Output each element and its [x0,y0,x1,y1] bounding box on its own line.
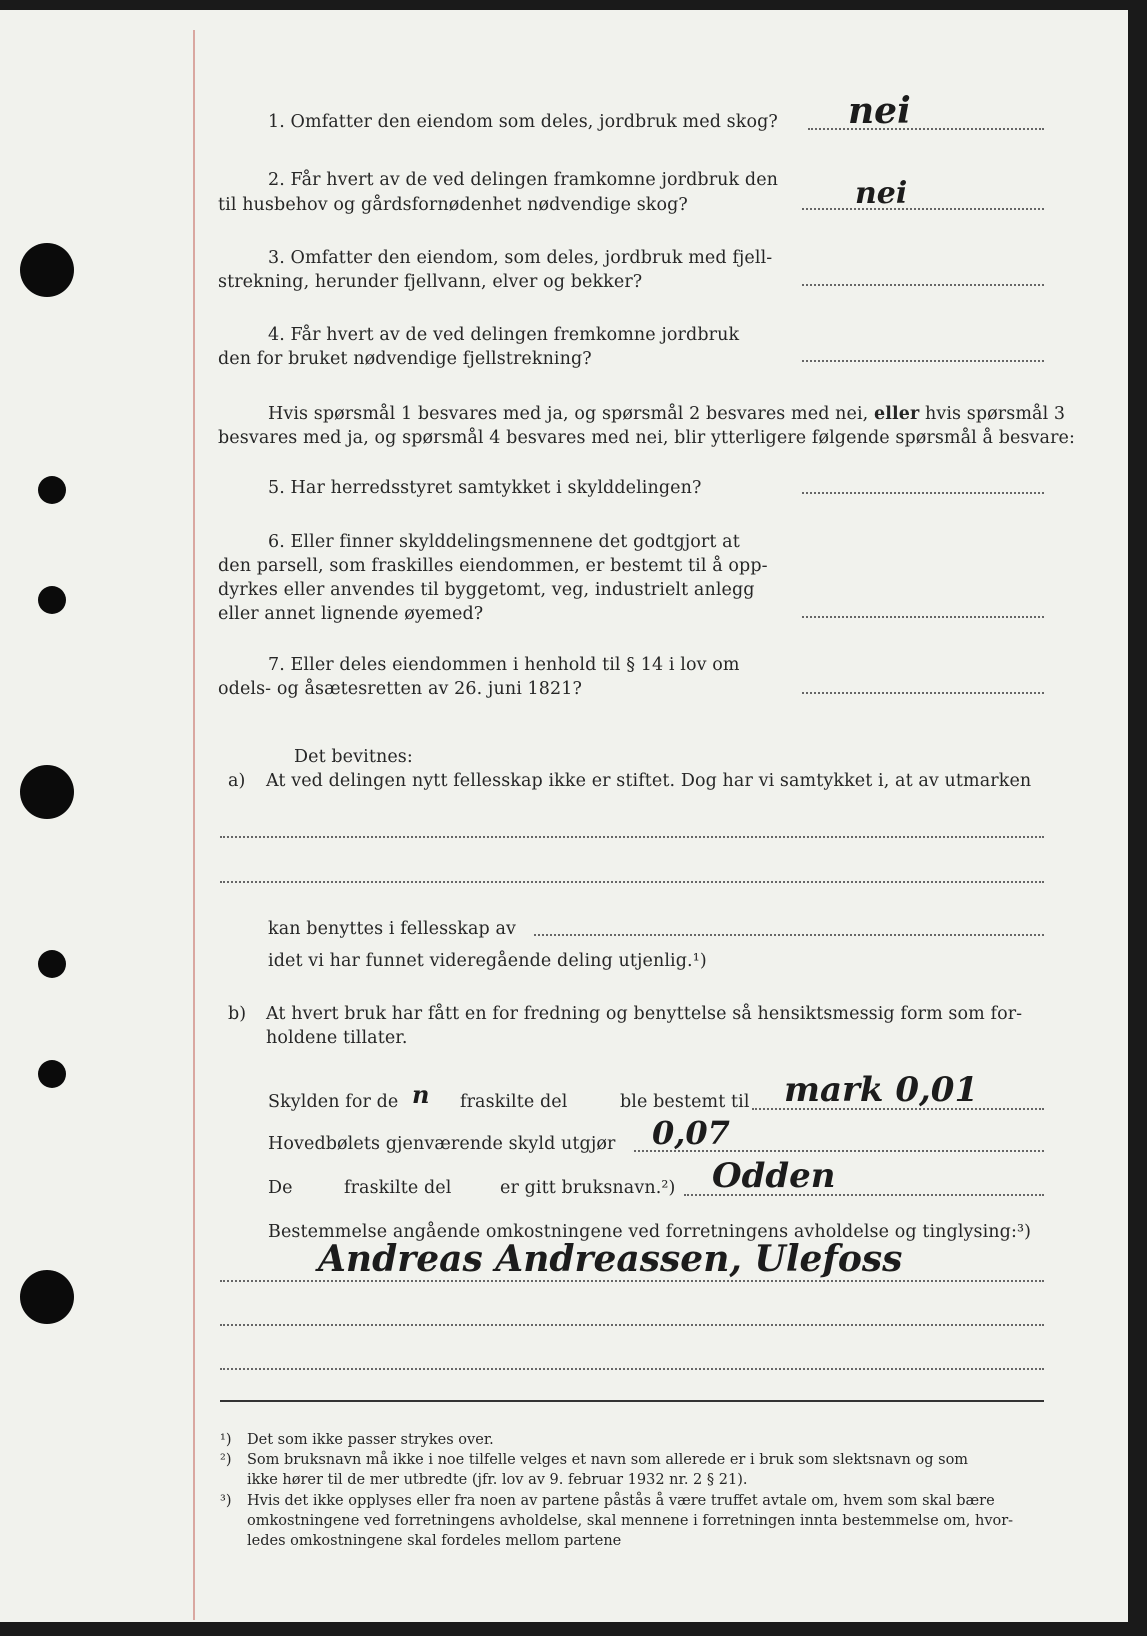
answer-line-4 [802,360,1044,362]
answer-line-2 [802,208,1044,210]
footnote-1: Det som ikke passer strykes over. [247,1432,494,1448]
punch-hole [20,243,74,297]
footnote-3-line-3: ledes omkostningene skal fordeles mellom partene [247,1533,622,1549]
question-5: 5. Har herredsstyret samtykket i skylddelingen? [268,478,702,498]
question-1: 1. Omfatter den eiendom som deles, jordbruk med skog? [268,112,778,132]
condition-text-b: hvis spørsmål 3 [924,404,1066,424]
bruksnavn-label-b: fraskilte del [344,1178,452,1198]
question-2-line-2: til husbehov og gårdsfornødenhet nødvendige skog? [218,195,688,215]
question-2-line-1: 2. Får hvert av de ved delingen framkomne jordbruk den [268,170,779,190]
footnote-3-mark: ³) [220,1493,232,1509]
condition-text-a: Hvis spørsmål 1 besvares med ja, og spørsmål 2 besvares med nei, [268,404,869,424]
cost-answer-handwritten: Andreas Andreassen, Ulefoss [318,1238,903,1280]
skyld-label-b: fraskilte del [460,1092,568,1112]
cost-line-2 [220,1324,1044,1326]
bruksnavn-answer-handwritten: Odden [712,1156,836,1196]
question-3-line-2: strekning, herunder fjellvann, elver og bekker? [218,272,643,292]
attest-b-line-2: holdene tillater. [266,1028,408,1048]
question-4-line-1: 4. Får hvert av de ved delingen fremkomne jordbruk [268,325,740,345]
punch-hole [20,1270,74,1324]
common-use-label: kan benyttes i fellesskap av [268,919,516,939]
document-page [0,10,1128,1622]
attest-a-label: a) [228,771,246,791]
skyld-answer-handwritten: mark 0,01 [784,1070,979,1110]
answer-line-3 [802,284,1044,286]
hovedbol-answer-handwritten: 0,07 [652,1114,730,1152]
punch-hole [38,476,66,504]
answer-line-1 [808,128,1044,130]
punch-hole [38,950,66,978]
answer-1-handwritten: nei [848,90,911,132]
answer-line-5 [802,492,1044,494]
answer-line-7 [802,692,1044,694]
condition-line-2: besvares med ja, og spørsmål 4 besvares med nei, blir ytterligere følgende spørsmål å besvare: [218,428,1075,448]
attest-a-text: At ved delingen nytt fellesskap ikke er stiftet. Dog har vi samtykket i, at av utmarken [266,771,1032,791]
skyld-handwritten-n: n [412,1080,430,1109]
skyld-label-a: Skylden for de [268,1092,399,1112]
question-6-line-3: dyrkes eller anvendes til byggetomt, veg, industrielt anlegg [218,580,755,600]
skyld-label-c: ble bestemt til [620,1092,750,1112]
question-6-line-2: den parsell, som fraskilles eiendommen, er bestemt til å opp- [218,556,768,576]
footnote-2-line-1: Som bruksnavn må ikke i noe tilfelle velges et navn som allerede er i bruk som slektsnavn og som [247,1452,969,1468]
question-6-line-1: 6. Eller finner skylddelingsmennene det godtgjort at [268,532,740,552]
bruksnavn-label-c: er gitt bruksnavn.²) [500,1178,676,1198]
punch-hole [38,586,66,614]
footnote-3-line-1: Hvis det ikke opplyses eller fra noen av partene påstås å være truffet avtale om, hvem som skal bære [247,1493,995,1509]
question-3-line-1: 3. Omfatter den eiendom, som deles, jordbruk med fjell- [268,248,773,268]
footnote-3-line-2: omkostningene ved forretningens avholdelse, skal mennene i forretningen innta bestemmelse om, hvor- [247,1513,1014,1529]
condition-bold-eller: eller [874,404,920,424]
answer-line-6 [802,616,1044,618]
margin-line [193,30,195,1620]
footnote-2-line-2: ikke hører til de mer utbredte (jfr. lov av 9. februar 1932 nr. 2 § 21). [247,1472,748,1488]
question-7-line-1: 7. Eller deles eiendommen i henhold til § 14 i lov om [268,655,740,675]
punch-hole [38,1060,66,1088]
utmark-line-2 [220,881,1044,883]
footnote-rule [220,1400,1044,1402]
attest-heading: Det bevitnes: [294,747,413,767]
punch-hole [20,765,74,819]
utmark-line-1 [220,836,1044,838]
footnote-1-mark: ¹) [220,1432,232,1448]
attest-b-line-1: At hvert bruk har fått en for fredning og benyttelse så hensiktsmessig form som for- [266,1004,1023,1024]
footnote-2-mark: ²) [220,1452,232,1468]
condition-line-1 [268,402,1065,427]
cost-line-1 [220,1280,1044,1282]
cost-line-3 [220,1368,1044,1370]
question-6-line-4: eller annet lignende øyemed? [218,604,484,624]
hovedbol-label: Hovedbølets gjenværende skyld utgjør [268,1134,616,1154]
answer-2-handwritten: nei [855,176,908,211]
question-7-line-2: odels- og åsætesretten av 26. juni 1821? [218,679,582,699]
question-4-line-2: den for bruket nødvendige fjellstrekning? [218,349,592,369]
cost-label: Bestemmelse angående omkostningene ved forretningens avholdelse og tinglysing:³) [268,1222,1031,1242]
common-use-line [534,934,1044,936]
attest-b-label: b) [228,1004,247,1024]
bruksnavn-label-a: De [268,1178,293,1198]
further-division-text: idet vi har funnet videregående deling utjenlig.¹) [268,951,707,971]
